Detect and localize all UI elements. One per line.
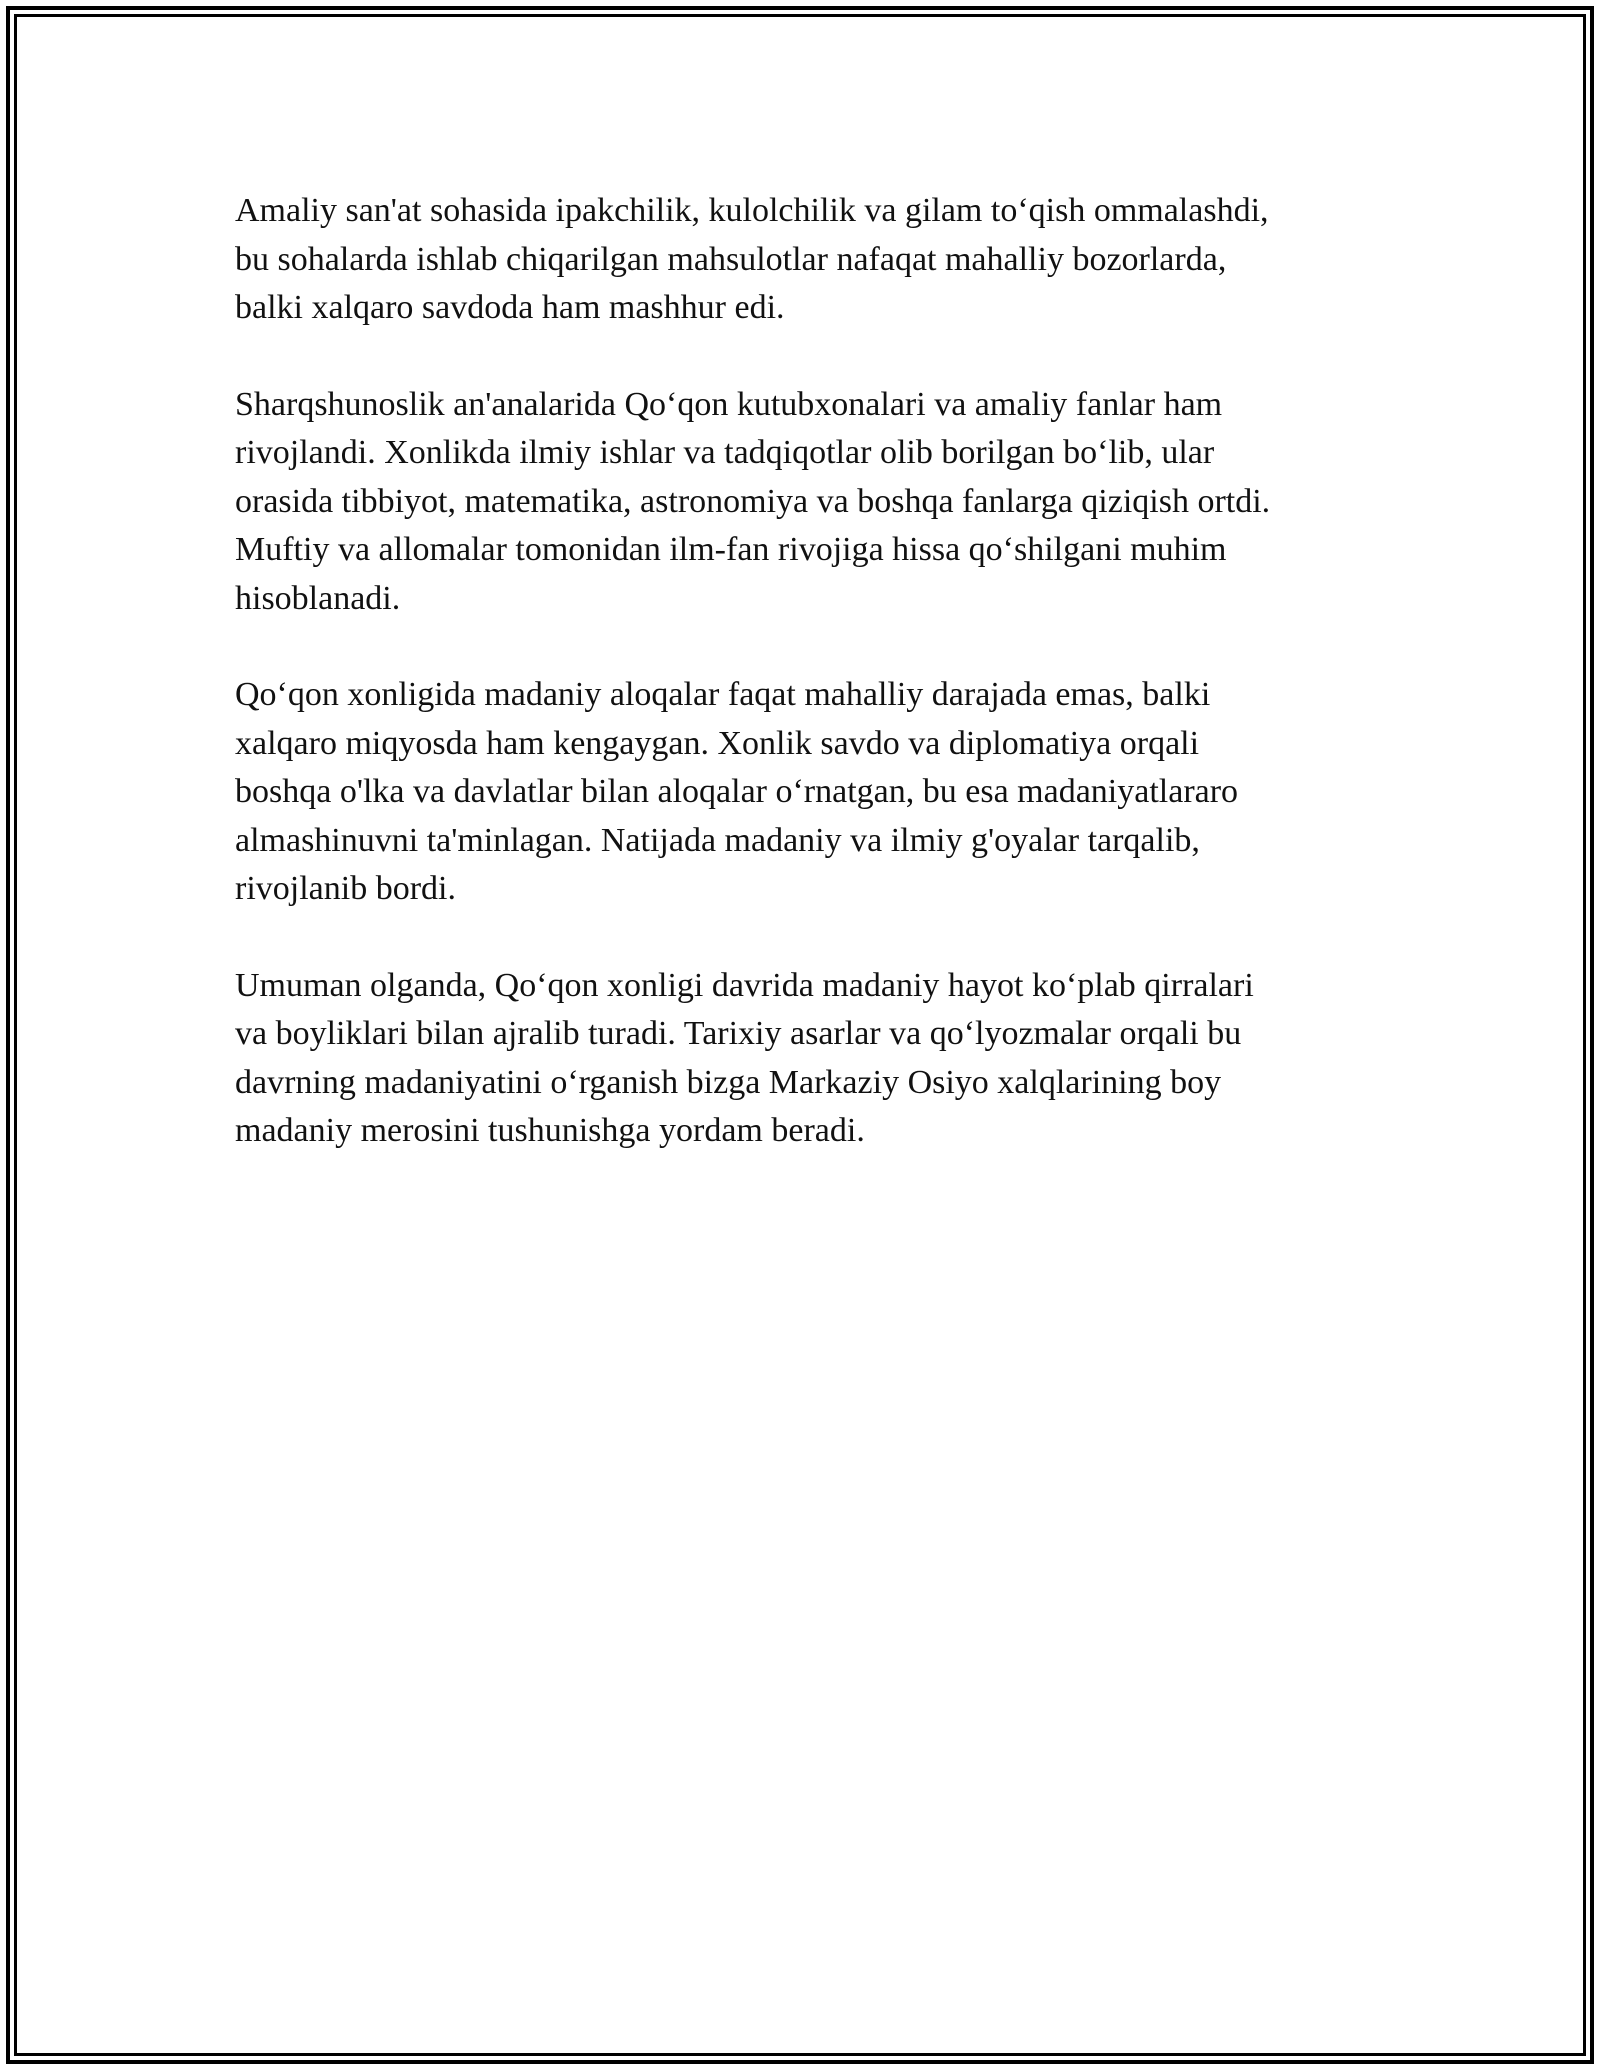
paragraph-applied-arts: Amaliy san'at sohasida ipakchilik, kulolchilik va gilam to‘qish ommalashdi, bu sohalarda ishlab chiqarilgan mahsulotlar nafaqat mahalliy bozorlarda, balki xalqaro savdoda ham mashhur edi. (235, 192, 1269, 326)
paragraph-oriental-studies: Sharqshunoslik an'analarida Qo‘qon kutubxonalari va amaliy fanlar ham rivojlandi. Xonlikda ilmiy ishlar va tadqiqotlar olib borilgan bo‘lib, ular orasida tibbiyot, matematika, astronomiya va boshqa fanlarga qiziqish ortdi. Muftiy va allomalar tomonidan ilm-fan rivojiga hissa qo‘shilgani muhim hisoblanadi. (235, 385, 1271, 617)
paragraph-cultural-relations: Qo‘qon xonligida madaniy aloqalar faqat mahalliy darajada emas, balki xalqaro miqyosda ham kengaygan. Xonlik savdo va diplomatiya orqali boshqa o'lka va davlatlar bilan aloqalar o‘rnatgan, bu esa madaniyatlararo almashinuvni ta'minlagan. Natijada madaniy va ilmiy g'oyalar tarqalib, rivojlanib bordi. (235, 676, 1239, 907)
document-body (235, 187, 1375, 1204)
paragraph-conclusion: Umuman olganda, Qo‘qon xonligi davrida madaniy hayot ko‘plab qirralari va boyliklari bilan ajralib turadi. Tarixiy asarlar va qo‘lyozmalar orqali bu davrning madaniyatini o‘rganish bizga Markaziy Osiyo xalqlarining boy madaniy merosini tushunishga yordam beradi. (235, 966, 1254, 1149)
